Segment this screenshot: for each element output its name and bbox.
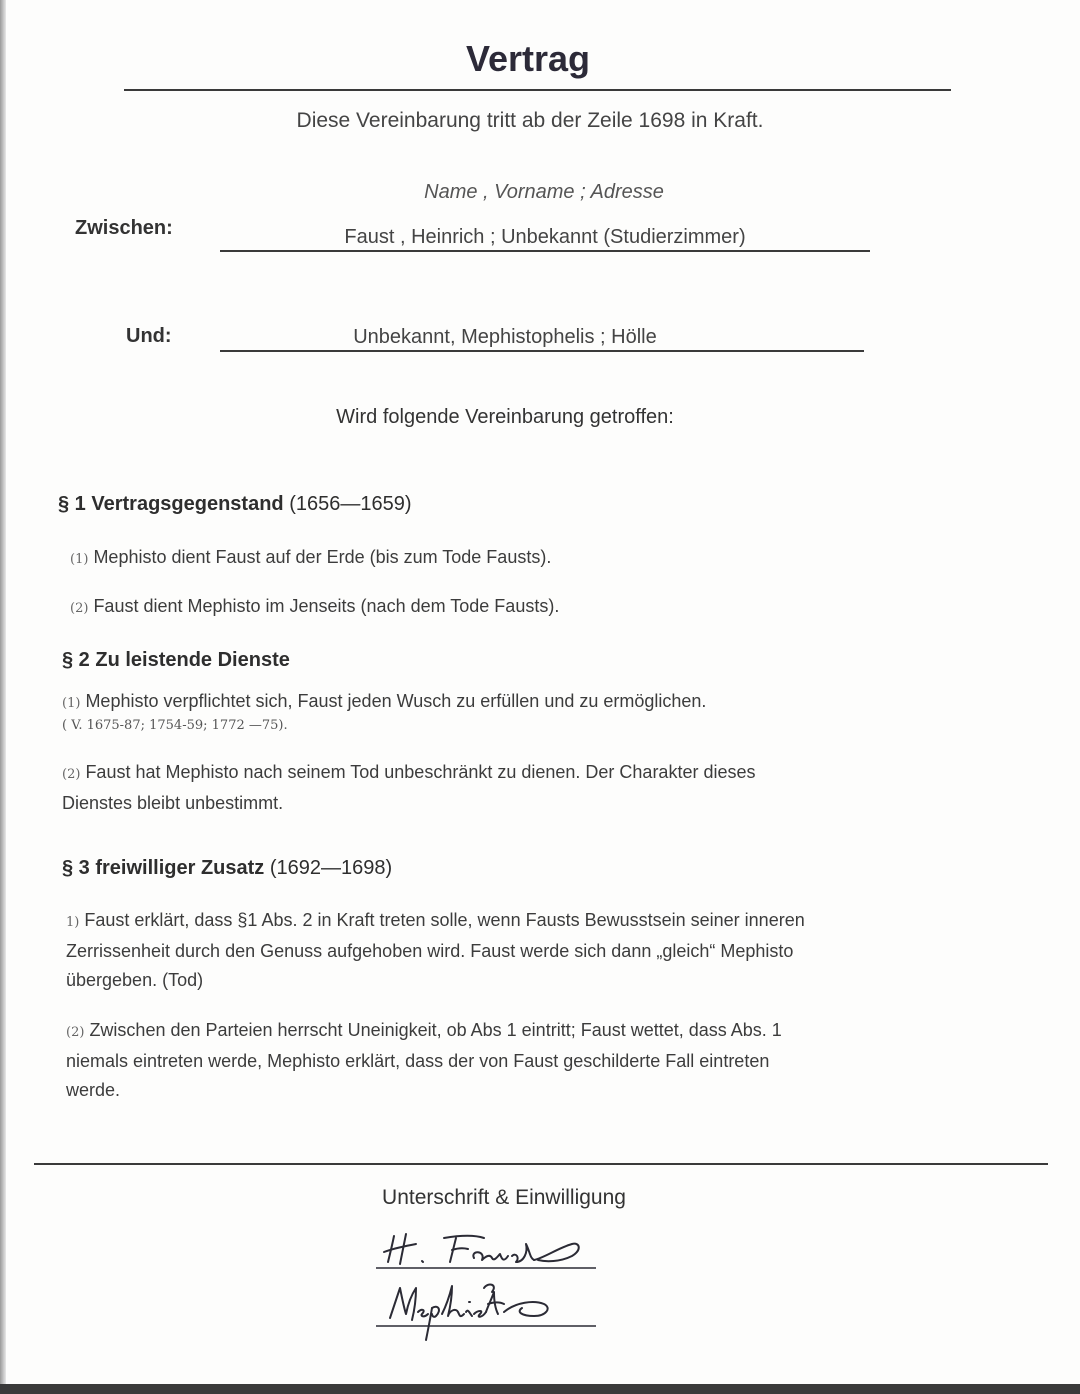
para-text: Zwischen den Parteien herrscht Uneinigkeit, ob Abs 1 eintritt; Faust wettet, dass Abs. 1 niemals eintreten werde, Mephisto erklärt, dass der von Faust geschilderte Fall eintreten werde. xyxy=(66,1020,782,1100)
para-number: (2) xyxy=(62,767,81,782)
party-line-mephisto xyxy=(220,350,864,352)
party-label-and: Und: xyxy=(126,325,172,347)
party-column-header: Name , Vorname ; Adresse xyxy=(424,181,664,203)
para-text: Faust dient Mephisto im Jenseits (nach dem Tode Fausts). xyxy=(93,596,560,616)
para-number: (2) xyxy=(70,601,89,616)
section-3-para-2 xyxy=(66,1016,826,1105)
signature-faust xyxy=(376,1228,598,1272)
section-3-title: § 3 freiwilliger Zusatz xyxy=(62,857,265,879)
section-1-range: (1656—1659) xyxy=(289,493,412,515)
para-text: Faust erklärt, dass §1 Abs. 2 in Kraft treten solle, wenn Fausts Bewusstsein seiner inneren Zerrissenheit durch den Genuss aufgehoben wird. Faust werde sich dann „gleich“ Mephisto übergeben. (Tod) xyxy=(66,910,805,990)
para-number: 1) xyxy=(66,915,80,930)
page-shadow xyxy=(0,1384,1080,1394)
document-title: Vertrag xyxy=(465,38,591,79)
section-3-range: (1692—1698) xyxy=(269,857,393,879)
page-edge xyxy=(0,0,6,1394)
section-2-para-2 xyxy=(62,758,802,818)
party-value-mephisto: Unbekannt, Mephistophelis ; Hölle xyxy=(353,326,657,348)
para-text: Mephisto verpflichtet sich, Faust jeden Wusch zu erfüllen und zu ermöglichen. xyxy=(85,691,707,711)
party-label-between: Zwischen: xyxy=(75,217,173,239)
section-2-heading xyxy=(62,649,290,672)
party-line-faust xyxy=(220,250,870,252)
para-number: (1) xyxy=(62,696,81,711)
signature-caption: Unterschrift & Einwilligung xyxy=(382,1186,626,1209)
section-1-title: § 1 Vertragsgegenstand xyxy=(58,493,284,515)
effective-note: Diese Vereinbarung tritt ab der Zeile 1698 in Kraft. xyxy=(296,109,764,132)
section-1-heading xyxy=(58,493,412,516)
para-number: (2) xyxy=(66,1025,85,1040)
section-3-heading xyxy=(62,857,392,880)
section-2-para-1 xyxy=(62,687,706,718)
section-1-para-1 xyxy=(70,543,551,574)
para-text: Faust hat Mephisto nach seinem Tod unbeschränkt zu dienen. Der Charakter dieses Dienstes bleibt unbestimmt. xyxy=(62,762,756,813)
signature-divider xyxy=(34,1163,1048,1165)
verse-reference: ( V. 1675-87; 1754-59; 1772 —75). xyxy=(62,718,288,733)
party-value-faust: Faust , Heinrich ; Unbekannt (Studierzimmer) xyxy=(344,226,746,248)
agreement-intro: Wird folgende Vereinbarung getroffen: xyxy=(336,406,674,428)
section-1-para-2 xyxy=(70,592,559,623)
para-text: Mephisto dient Faust auf der Erde (bis zum Tode Fausts). xyxy=(93,547,552,567)
signature-mephisto xyxy=(376,1278,598,1344)
title-underline xyxy=(124,89,951,91)
section-3-para-1 xyxy=(66,906,856,995)
para-number: (1) xyxy=(70,552,89,567)
section-2-title: § 2 Zu leistende Dienste xyxy=(62,649,290,671)
